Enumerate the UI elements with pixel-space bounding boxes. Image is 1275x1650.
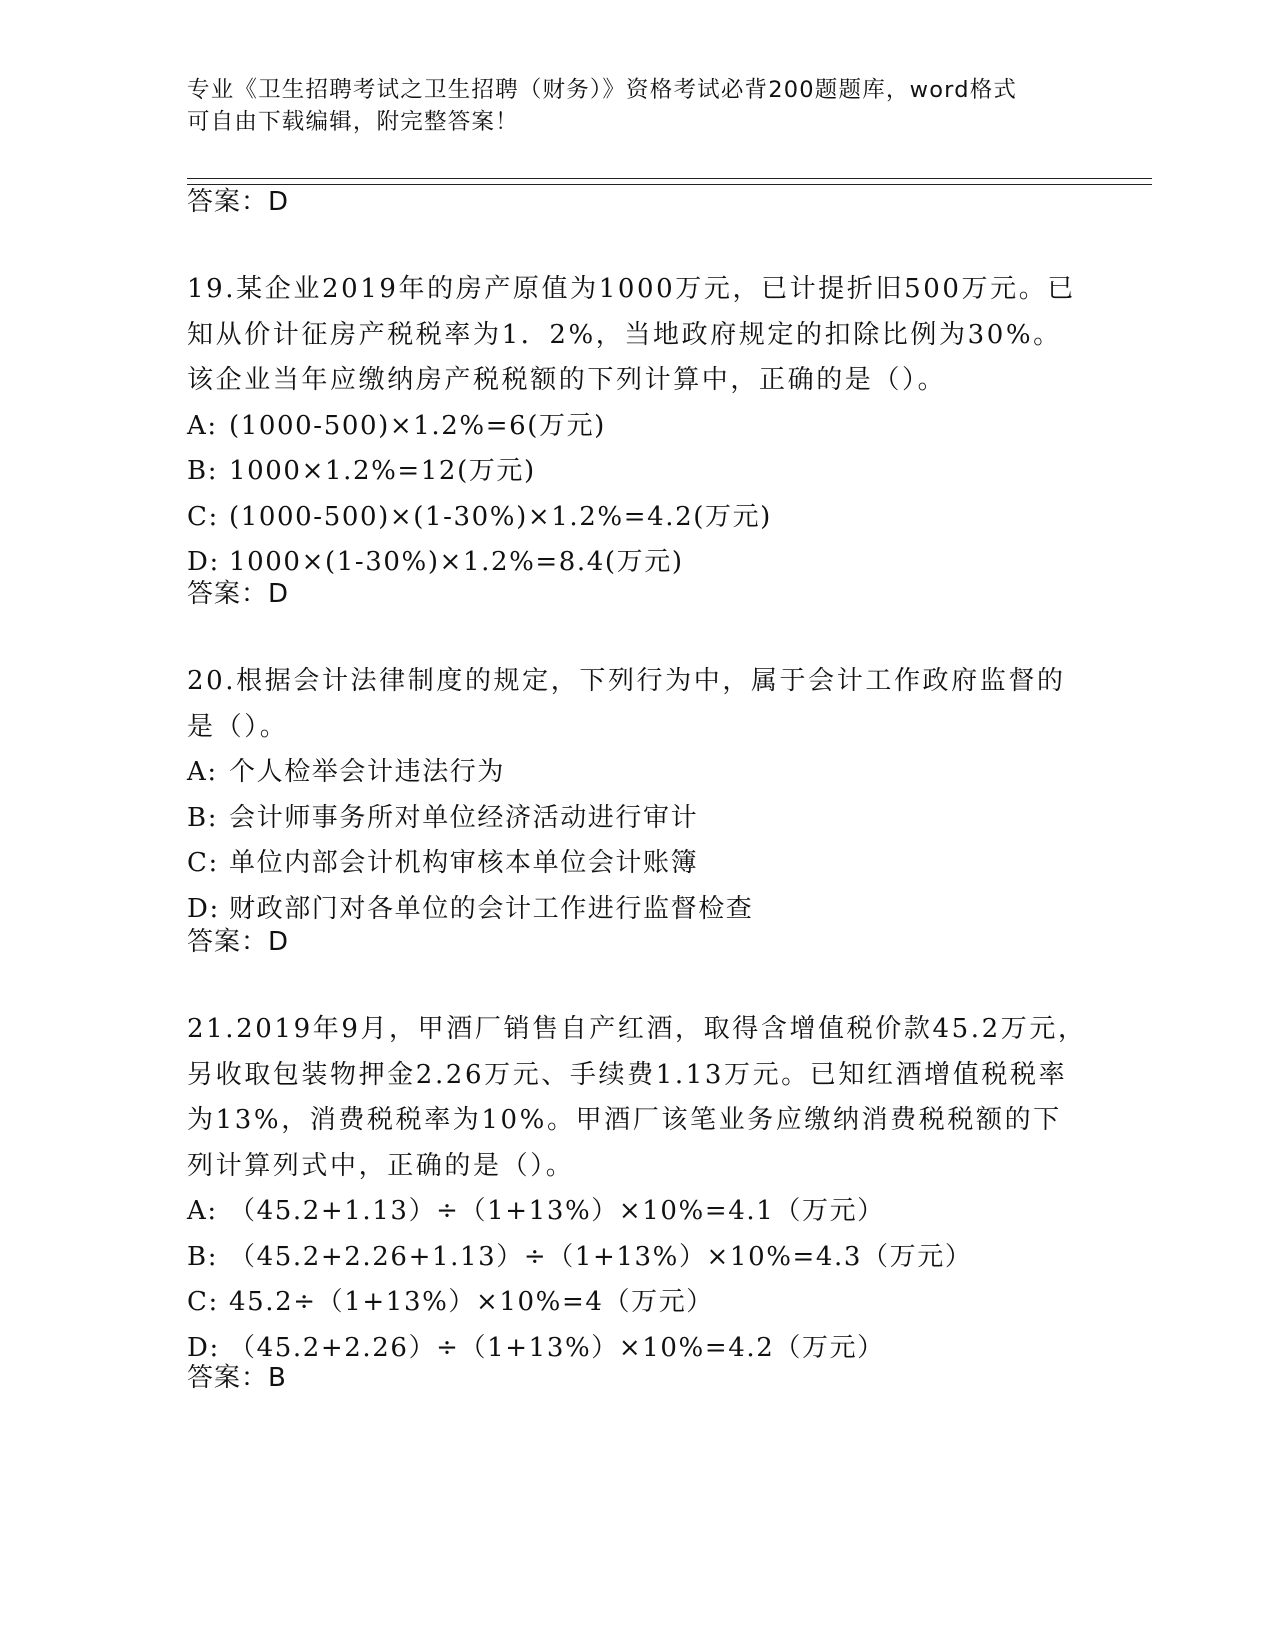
option-text: (1000-500)×(1-30%)×1.2%=4.2(万元) — [229, 501, 772, 532]
option-letter: D: — [187, 893, 220, 924]
option-c — [187, 1280, 1087, 1326]
option-text: 1000×(1-30%)×1.2%=8.4(万元) — [229, 547, 684, 577]
option-b — [187, 1235, 1087, 1281]
question-stem: 21.2019年9月，甲酒厂销售自产红酒，取得含增值税价款45.2万元，另收取包装物押金2.26万元、手续费1.13万元。已知红酒增值税税率为13%，消费税税率为10%。甲酒厂该笔业务应缴纳消费税税额的下列计算列式中，正确的是（）。 — [187, 1014, 1087, 1181]
question-19 — [187, 267, 1087, 586]
option-d — [187, 887, 1087, 933]
option-text: （45.2+1.13）÷（1+13%）×10%=4.1（万元） — [229, 1196, 885, 1226]
option-letter: D: — [187, 547, 220, 577]
option-text: 45.2÷（1+13%）×10%=4（万元） — [229, 1287, 714, 1317]
option-letter: C: — [187, 1287, 219, 1317]
option-text: 1000×1.2%=12(万元) — [229, 456, 536, 486]
option-letter: B: — [187, 802, 219, 833]
option-b — [187, 449, 1087, 495]
document-header — [187, 74, 1067, 138]
previous-answer: 答案：D — [187, 187, 290, 217]
option-letter: C: — [187, 848, 219, 878]
question-stem: 19.某企业2019年的房产原值为1000万元，已计提折旧500万元。已知从价计征房产税税率为1．2%，当地政府规定的扣除比例为30%。该企业当年应缴纳房产税税额的下列计算中，正确的是（）。 — [187, 274, 1076, 395]
option-text: （45.2+2.26+1.13）÷（1+13%）×10%=4.3（万元） — [229, 1241, 973, 1272]
answer-20: 答案：D — [187, 927, 290, 957]
option-a — [187, 750, 1087, 796]
question-stem: 20.根据会计法律制度的规定，下列行为中，属于会计工作政府监督的是（）。 — [187, 666, 1066, 742]
option-c — [187, 841, 1087, 887]
answer-19: 答案：D — [187, 579, 290, 609]
option-letter: A: — [187, 757, 218, 787]
header-divider — [187, 178, 1152, 185]
option-letter: A: — [187, 1196, 218, 1226]
header-line-1: 专业《卫生招聘考试之卫生招聘（财务）》资格考试必背200题题库，word格式 — [187, 77, 1018, 103]
answer-21: 答案：B — [187, 1363, 287, 1393]
option-c — [187, 495, 1087, 541]
option-b — [187, 796, 1087, 842]
question-20 — [187, 659, 1087, 932]
option-letter: D: — [187, 1332, 220, 1363]
option-text: (1000-500)×1.2%=6(万元) — [229, 410, 606, 441]
option-text: 单位内部会计机构审核本单位会计账簿 — [229, 848, 699, 878]
option-a — [187, 404, 1087, 450]
option-letter: B: — [187, 1241, 219, 1272]
option-letter: A: — [187, 410, 218, 441]
header-line-2: 可自由下载编辑，附完整答案！ — [187, 109, 519, 135]
option-text: 会计师事务所对单位经济活动进行审计 — [229, 802, 699, 833]
option-text: （45.2+2.26）÷（1+13%）×10%=4.2（万元） — [229, 1332, 885, 1363]
option-d — [187, 1326, 1087, 1372]
option-letter: C: — [187, 501, 219, 532]
option-a — [187, 1189, 1087, 1235]
option-text: 个人检举会计违法行为 — [229, 757, 506, 787]
question-21 — [187, 1007, 1087, 1371]
option-d — [187, 540, 1087, 586]
option-text: 财政部门对各单位的会计工作进行监督检查 — [229, 893, 754, 924]
option-letter: B: — [187, 456, 219, 486]
